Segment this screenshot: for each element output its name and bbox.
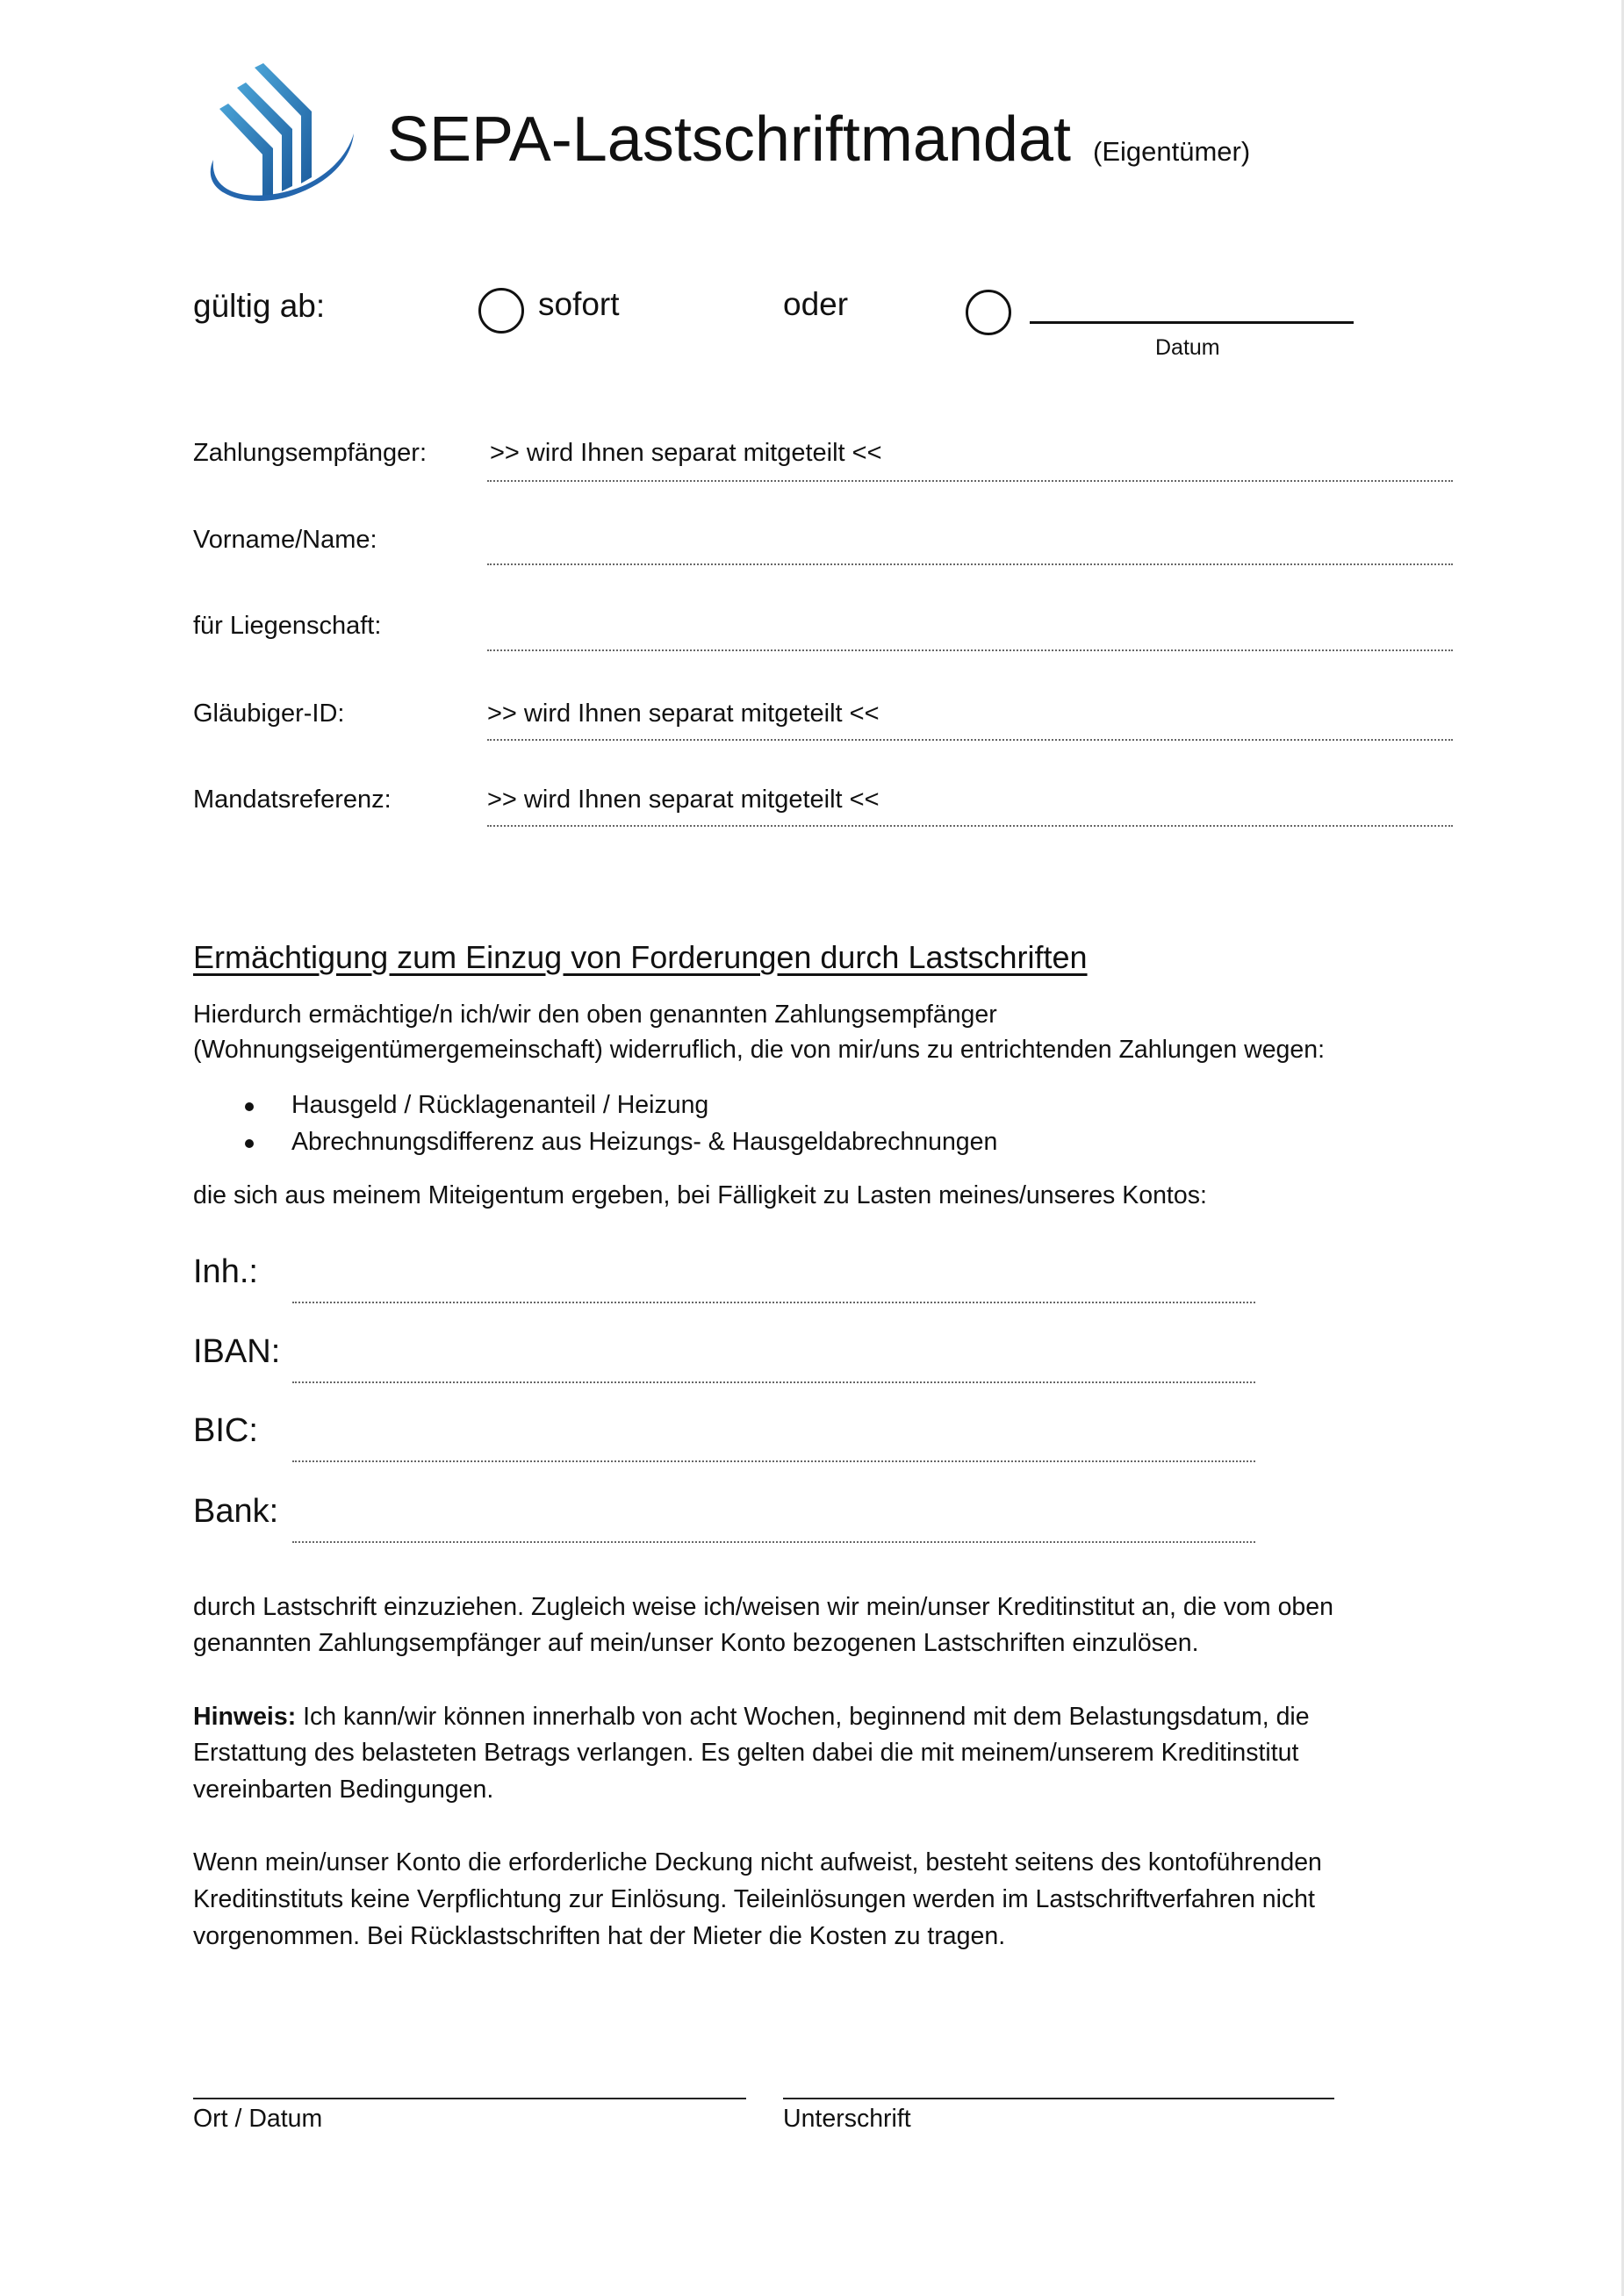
field-value[interactable]: >> wird Ihnen separat mitgeteilt << xyxy=(490,439,882,467)
coverage-line: vorgenommen. Bei Rücklastschriften hat der Mieter die Kosten zu tragen. xyxy=(193,1922,1006,1950)
collect-line: genannten Zahlungsempfänger auf mein/unser Konto bezogenen Lastschriften einzulösen. xyxy=(193,1629,1199,1657)
field-line xyxy=(487,649,1453,651)
bullet-icon xyxy=(245,1102,254,1111)
document-subtitle: (Eigentümer) xyxy=(1093,136,1251,167)
place-date-label: Ort / Datum xyxy=(193,2105,323,2133)
field-line xyxy=(487,563,1453,565)
document-title: SEPA-Lastschriftmandat xyxy=(387,104,1071,175)
note-line: vereinbarten Bedingungen. xyxy=(193,1776,494,1804)
coverage-line: Kreditinstituts keine Verpflichtung zur Einlösung. Teileinlösungen werden im Lastschriftverfahren nicht xyxy=(193,1885,1315,1913)
coverage-line: Wenn mein/unser Konto die erforderliche Deckung nicht aufweist, besteht seitens des kontoführenden xyxy=(193,1848,1322,1876)
field-line xyxy=(487,825,1453,827)
radio-date[interactable] xyxy=(966,290,1011,335)
field-line xyxy=(487,739,1453,741)
field-value[interactable]: >> wird Ihnen separat mitgeteilt << xyxy=(487,786,880,814)
bank-field-line[interactable] xyxy=(292,1460,1255,1462)
bank-field-label: Inh.: xyxy=(193,1253,258,1290)
bank-field-line[interactable] xyxy=(292,1381,1255,1383)
field-label: Mandatsreferenz: xyxy=(193,786,392,814)
option-immediate-label: sofort xyxy=(538,286,620,322)
bank-field-line[interactable] xyxy=(292,1302,1255,1303)
place-date-line[interactable] xyxy=(193,2098,746,2099)
bullet-item: Abrechnungsdifferenz aus Heizungs- & Hausgeldabrechnungen xyxy=(291,1128,998,1156)
date-input-line[interactable] xyxy=(1030,321,1354,324)
bank-field-label: Bank: xyxy=(193,1493,279,1530)
signature-line[interactable] xyxy=(783,2098,1334,2099)
bank-field-line[interactable] xyxy=(292,1541,1255,1543)
note-label: Hinweis: xyxy=(193,1703,297,1731)
field-label: Gläubiger-ID: xyxy=(193,700,345,728)
field-label: Zahlungsempfänger: xyxy=(193,439,427,467)
intro-line: (Wohnungseigentümergemeinschaft) widerruflich, die von mir/uns zu entrichtenden Zahlungen wegen: xyxy=(193,1036,1326,1064)
intro-line: Hierdurch ermächtige/n ich/wir den oben genannten Zahlungsempfänger xyxy=(193,1001,997,1029)
note-text: Ich kann/wir können innerhalb von acht Wochen, beginnend mit dem Belastungsdatum, die xyxy=(296,1703,1310,1731)
or-label: oder xyxy=(783,286,849,322)
bullet-item: Hausgeld / Rücklagenanteil / Heizung xyxy=(291,1091,709,1119)
date-caption: Datum xyxy=(1155,335,1220,360)
field-label: Vorname/Name: xyxy=(193,526,377,554)
signature-label: Unterschrift xyxy=(783,2105,911,2133)
field-label: für Liegenschaft: xyxy=(193,612,382,640)
account-intro: die sich aus meinem Miteigentum ergeben, bei Fälligkeit zu Lasten meines/unseres Kontos: xyxy=(193,1181,1207,1209)
collect-line: durch Lastschrift einzuziehen. Zugleich weise ich/weisen wir mein/unser Kreditinstitut an, die vom oben xyxy=(193,1593,1333,1621)
bank-field-label: BIC: xyxy=(193,1412,258,1449)
radio-immediate[interactable] xyxy=(478,288,524,334)
bullet-icon xyxy=(245,1139,254,1148)
field-line xyxy=(487,480,1453,482)
field-value[interactable]: >> wird Ihnen separat mitgeteilt << xyxy=(487,700,880,728)
note-line: Erstattung des belasteten Betrags verlangen. Es gelten dabei die mit meinem/unserem Kreditinstitut xyxy=(193,1739,1299,1767)
company-logo xyxy=(198,63,360,208)
valid-from-label: gültig ab: xyxy=(193,288,326,324)
authorization-heading: Ermächtigung zum Einzug von Forderungen durch Lastschriften xyxy=(193,939,1088,975)
bank-field-label: IBAN: xyxy=(193,1333,281,1370)
note-line xyxy=(193,1703,1310,1732)
